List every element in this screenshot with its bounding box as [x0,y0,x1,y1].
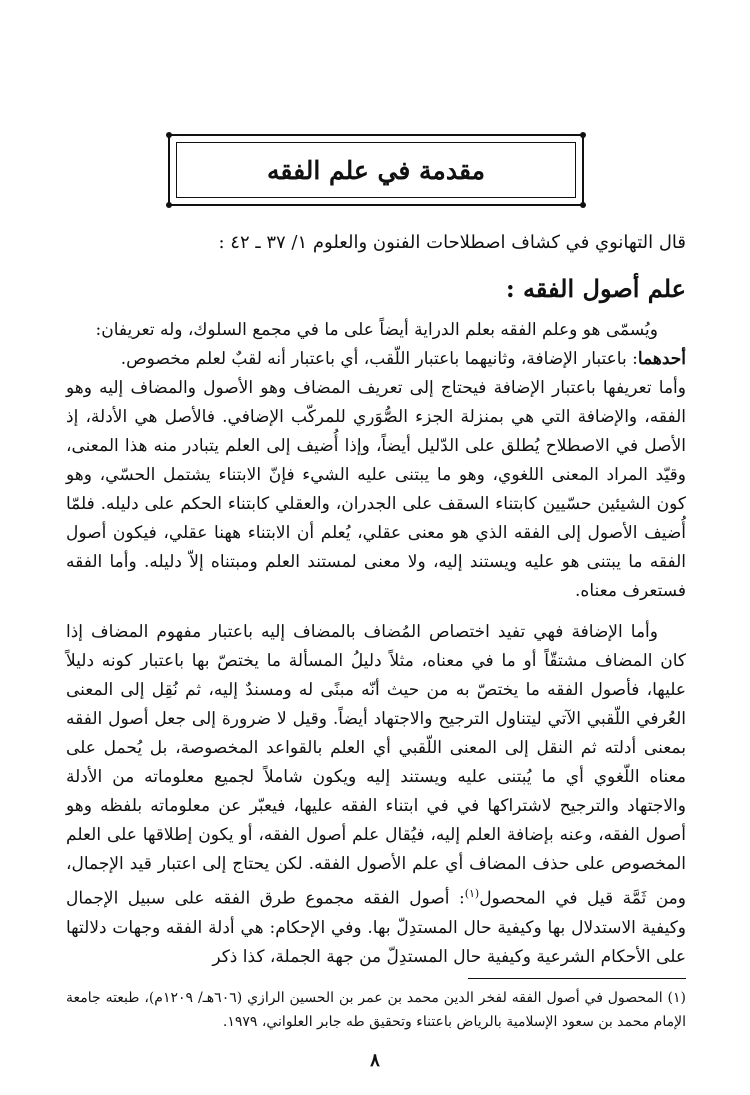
title-frame-inner [176,142,576,198]
paragraph: وأما تعريفها باعتبار الإضافة فيحتاج إلى تعريف المضاف وهو الأصول والمضاف إليه وهو الفقه، والإضافة التي هي بمنزلة الجزء الصُّوَري للمركّب الإضافي. فالأصل هي الأدلة، إذ الأصل في الاصطلاح يُطلق على الدّليل أيضاً، وإذا أُضيف إلى العلم يتبادر منه هذا المعنى، وقيّد المراد المعنى اللغوي، وهو ما يبتنى عليه الشيء فإنّ الابتناء يشتمل الحسّي، وهو كون الشيئين حسّيين كابتناء السقف على الجدران، والعقلي كابتناء الحكم على دليله. فلمّا أُضيف الأصول إلى الفقه الذي هو معنى عقلي، يُعلم أن الابتناء ههنا عقلي، فيكون أصول الفقه ما يبتنى هو عليه ويستند إليه، ولا معنى لمستند العلم ومبتناه إلاّ دليله. وأما الفقه فستعرف معناه. [66,378,686,601]
paragraph-text: : أصول الفقه مجموع طرق الفقه على سبيل الإجمال وكيفية الاستدلال بها وكيفية حال المستدِلّ بها. وفي الإحكام: هي أدلة الفقه وجهات دلالتها على الأحكام الشرعية وكيفية حال المستدِلّ من جهة الجملة، كذا ذكر [66,888,686,967]
corner-ornament [580,202,586,208]
lead-term: أحدهما [637,349,686,369]
corner-ornament [166,202,172,208]
footnote-text: (١) المحصول في أصول الفقه لفخر الدين محمد بن عمر بن الحسين الرازي (٦٠٦هـ/ ١٢٠٩م)، طبعته جامعة الإمام محمد بن سعود الإسلامية بالرياض باعتناء وتحقيق طه جابر العلواني، ١٩٧٩. [66,990,687,1030]
title-frame [168,134,584,206]
intro-line: قال التهانوي في كشاف اصطلاحات الفنون والعلوم ١/ ٣٧ ـ ٤٢ : [218,232,686,253]
footnote-divider [468,978,686,979]
paragraph: ويُسمّى هو وعلم الفقه بعلم الدراية أيضاً على ما في مجمع السلوك، وله تعريفان: [95,320,658,340]
paragraph-text: : باعتبار الإضافة، وثانيهما باعتبار اللّقب، أي باعتبار أنه لقبٌ لعلم مخصوص. [120,349,638,369]
corner-ornament [580,132,586,138]
section-heading: علم أصول الفقه : [505,274,686,303]
page-number: ٨ [370,1050,380,1071]
paragraph [66,618,686,972]
footnote-reference[interactable]: (١) [464,887,480,900]
paragraph-text: وأما الإضافة فهي تفيد اختصاص المُضاف بالمضاف إليه باعتبار مفهوم المضاف إذا كان المضاف مشتقّاً أو ما في معناه، مثلاً دليلُ المسألة ما يختصّ بها باعتبار كونه دليلاً عليها، فأصول الفقه ما يختصّ به من حيث أنّه مبنًى له ومسندٌ إليه، ثم نُقِل إلى المعنى العُرفي اللّقبي الآتي ليتناول الترجيح والاجتهاد أيضاً. وقيل لا ضرورة إلى جعل أصول الفقه بمعنى أدلته ثم النقل إلى المعنى اللّقبي أي العلم بالقواعد المخصوصة، بل يُحمل على معناه اللّغوي أي ما يُبتنى عليه ويستند إليه ويكون شاملاً لجميع معلوماته من الأدلة والاجتهاد والترجيح لاشتراكها في في ابتناء الفقه عليها، فيعبّر عن معلوماته بلفظه وهو أصول الفقه، وعنه بإضافة العلم إليه، فيُقال علم أصول الفقه، أو يكون إطلاقها على العلم المخصوص على حذف المضاف أي علم الأصول الفقه. لكن يحتاج إلى اعتبار قيد الإجمال، ومن ثَمَّة قيل في المحصول [66,622,686,909]
paragraph [66,345,686,374]
footnote [66,986,686,1034]
page-title: مقدمة في علم الفقه [267,155,485,185]
corner-ornament [166,132,172,138]
body-text [66,316,686,972]
